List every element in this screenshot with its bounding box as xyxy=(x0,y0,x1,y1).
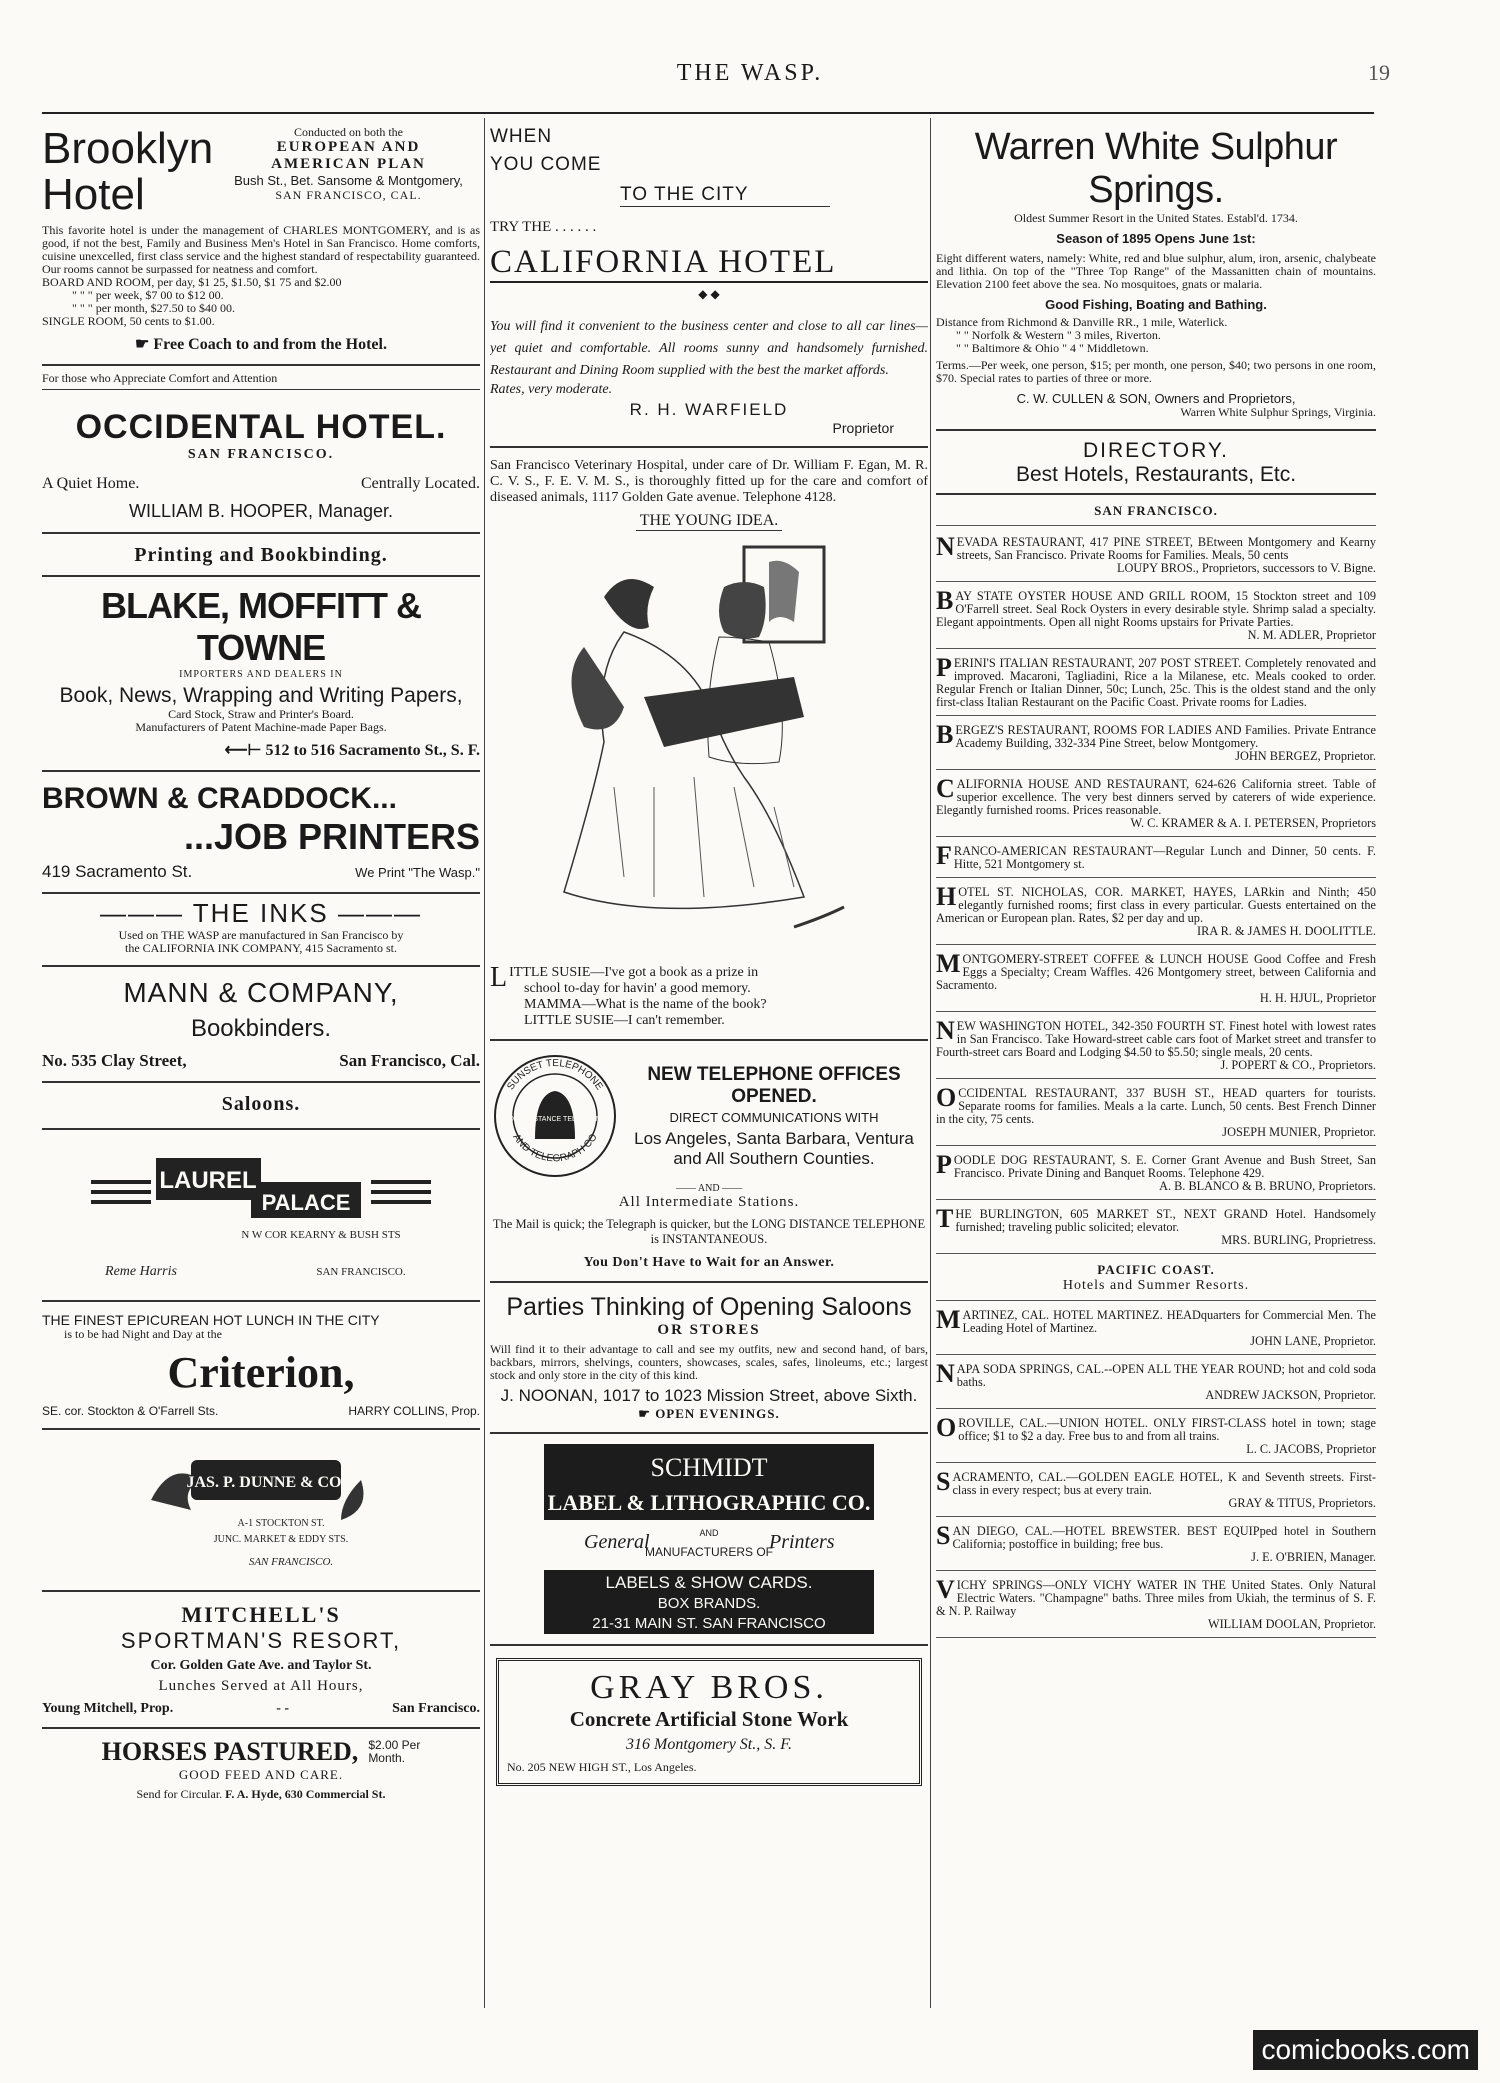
telephone-mail: The Mail is quick; the Telegraph is quicker, but the LONG DISTANCE TELEPHONE is INSTANTANEOUS. xyxy=(492,1217,926,1246)
directory-entry xyxy=(936,1301,1376,1355)
telephone-and: —— AND —— xyxy=(675,1183,743,1194)
inks-title-text: THE INKS xyxy=(192,898,329,928)
inks-ad xyxy=(42,894,480,967)
masthead-title: THE WASP. xyxy=(676,60,824,86)
telephone-and-text: AND xyxy=(697,1183,720,1194)
occidental-name: OCCIDENTAL HOTEL. xyxy=(75,408,447,446)
blake-sub: IMPORTERS AND DEALERS IN xyxy=(179,669,343,680)
mitchell-city: San Francisco. xyxy=(392,1701,480,1716)
dropcap: F xyxy=(936,841,952,870)
directory-subtitle: Best Hotels, Restaurants, Etc. xyxy=(936,463,1376,495)
calif-body: You will find it convenient to the business center and close to all car lines—yet quiet and comfortable. All rooms sunny and handsomely furnished. Restaurant and Dining Room supplied with the best the market affords. xyxy=(490,319,928,378)
entry-text: EVADA RESTAURANT, 417 PINE STREET, BEtween Montgomery and Kearny streets, San Francisco. Private Rooms for Families. Meals, 50 cents xyxy=(956,535,1376,562)
directory-section xyxy=(936,431,1376,1638)
telephone-ad xyxy=(490,1041,928,1283)
directory-san-francisco: SAN FRANCISCO. xyxy=(936,503,1376,526)
directory-pacific-list xyxy=(936,1301,1376,1638)
directory-entry xyxy=(936,1200,1376,1254)
dunne-ad xyxy=(42,1430,480,1592)
laurel-signature: Reme Harris xyxy=(105,1264,177,1279)
calif-when: WHEN xyxy=(490,126,553,147)
gray-sub: Concrete Artificial Stone Work xyxy=(569,1707,849,1731)
brooklyn-plan1: EUROPEAN AND xyxy=(276,139,421,155)
brooklyn-board-month: " " " per month, $27.50 to $40 00. xyxy=(72,301,236,315)
directory-entry xyxy=(936,1571,1376,1638)
sunset-telephone-seal xyxy=(490,1051,620,1181)
gray-name: GRAY BROS. xyxy=(590,1669,828,1706)
entry-text: HE BURLINGTON, 605 MARKET ST., NEXT GRAND Hotel. Handsomely furnished; traveling public solicited; elevator. xyxy=(955,1207,1376,1234)
telephone-direct: DIRECT COMMUNICATIONS WITH xyxy=(669,1109,879,1125)
mitchell-name: MITCHELL'S xyxy=(181,1602,341,1627)
blake-line1: Book, News, Wrapping and Writing Papers, xyxy=(59,684,463,707)
directory-entry xyxy=(936,837,1376,878)
telephone-cities1: Los Angeles, Santa Barbara, Ventura xyxy=(634,1128,914,1148)
dropcap: S xyxy=(936,1521,951,1550)
criterion-proprietor: HARRY COLLINS, Prop. xyxy=(348,1404,480,1418)
schmidt-company: LABEL & LITHOGRAPHIC CO. xyxy=(547,1490,871,1515)
blake-address xyxy=(42,740,480,760)
dropcap: M xyxy=(936,949,961,978)
entry-proprietor: W. C. KRAMER & A. I. PETERSEN, Proprietors xyxy=(1130,816,1376,830)
calif-city: TO THE CITY xyxy=(620,184,830,207)
warren-fishing: Good Fishing, Boating and Bathing. xyxy=(1045,297,1267,312)
brooklyn-body: This favorite hotel is under the management of CHARLES MONTGOMERY, and is as good, if not the best, Family and Business Men's Hotel in San Francisco. Home comforts, cuisine unexcelled, first class service and the highest standard of respectability guaranteed. Our rooms cannot be surpassed for neatness and comfort. xyxy=(42,223,480,276)
dropcap: B xyxy=(936,720,954,749)
dropcap-l: L xyxy=(490,962,508,993)
gray-la: No. 205 NEW HIGH ST., Los Angeles. xyxy=(507,1760,697,1774)
noonan-title: Parties Thinking of Opening Saloons xyxy=(506,1293,912,1321)
directory-entry xyxy=(936,878,1376,945)
brooklyn-plan2: AMERICAN PLAN xyxy=(271,156,426,172)
horses-feed: GOOD FEED AND CARE. xyxy=(178,1767,344,1782)
saloons-heading: Saloons. xyxy=(221,1093,301,1115)
dunne-logo xyxy=(131,1440,391,1580)
brooklyn-coach xyxy=(42,334,480,354)
occidental-left: A Quiet Home. xyxy=(42,475,140,492)
entry-text: ARTINEZ, CAL. HOTEL MARTINEZ. HEADquarters for Commercial Men. The Leading Hotel of Martinez. xyxy=(962,1308,1376,1335)
schmidt-address: 21-31 MAIN ST. SAN FRANCISCO xyxy=(592,1615,826,1632)
occidental-hotel-ad xyxy=(42,366,480,534)
young-line1: ITTLE SUSIE—I've got a book as a prize in xyxy=(509,965,759,980)
calif-try: TRY THE . . . . . . xyxy=(490,219,597,235)
warren-distance1: Distance from Richmond & Danville RR., 1 mile, Waterlick. xyxy=(936,315,1228,329)
directory-entry xyxy=(936,1355,1376,1409)
entry-proprietor: N. M. ADLER, Proprietor xyxy=(1247,628,1376,642)
mother-daughter-illustration xyxy=(544,537,874,957)
pointing-hand-icon: ☛ xyxy=(135,336,150,353)
warren-terms: Terms.—Per week, one person, $15; per month, one person, $40; two persons in one room, $70. Special rates to parties of three or more. xyxy=(936,358,1376,385)
entry-proprietor: WILLIAM DOOLAN, Proprietor. xyxy=(1207,1617,1376,1631)
mann-city: San Francisco, Cal. xyxy=(339,1051,480,1070)
dunne-city: SAN FRANCISCO. xyxy=(248,1556,334,1568)
schmidt-and: AND xyxy=(699,1528,719,1538)
warren-body: Eight different waters, namely: White, red and blue sulphur, alum, iron, arsenic, chalybeate and lithia. On top of the "Three Top Range" of the Massanitten chain of mountains. Elevation 2100 feet above the sea. No mosquitoes, gnats or malaria. xyxy=(936,251,1376,291)
entry-proprietor: LOUPY BROS., Proprietors, successors to V. Bigne. xyxy=(1116,561,1376,575)
blake-line3: Manufacturers of Patent Machine-made Paper Bags. xyxy=(135,720,387,734)
directory-title: DIRECTORY. xyxy=(1082,439,1230,462)
arrow-icon: ⟵⊢ xyxy=(224,742,262,759)
dropcap: T xyxy=(936,1204,954,1233)
horses-name: HORSES PASTURED, xyxy=(101,1737,359,1766)
saloons-section xyxy=(42,1083,480,1302)
entry-text: OODLE DOG RESTAURANT, S. E. Corner Grant Avenue and Bush Street, San Francisco. Private Dining and Banquet Rooms. Telephone 429. xyxy=(953,1153,1376,1180)
noonan-address: J. NOONAN, 1017 to 1023 Mission Street, above Sixth. xyxy=(500,1386,918,1405)
warren-springs-ad xyxy=(936,118,1376,431)
laurel-address: N W COR KEARNY & BUSH STS xyxy=(241,1229,401,1241)
laurel-word: LAUREL xyxy=(159,1167,257,1194)
gray-address: 316 Montgomery St., S. F. xyxy=(626,1736,792,1753)
young-idea-dialogue xyxy=(490,962,928,1029)
occidental-city: SAN FRANCISCO. xyxy=(187,447,335,462)
telephone-intermediate: All Intermediate Stations. xyxy=(618,1194,800,1210)
brown-note: We Print "The Wasp." xyxy=(355,865,480,880)
directory-pacific-subtitle: Hotels and Summer Resorts. xyxy=(936,1278,1376,1301)
schmidt-printers: Printers xyxy=(769,1531,835,1553)
palace-word: PALACE xyxy=(261,1190,351,1215)
brown-craddock-ad xyxy=(42,772,480,894)
occidental-right: Centrally Located. xyxy=(360,475,480,492)
dunne-address2: JUNC. MARKET & EDDY STS. xyxy=(213,1534,349,1545)
brooklyn-hotel-ad xyxy=(42,118,480,366)
entry-text: ERGEZ'S RESTAURANT, ROOMS FOR LADIES AND Families. Private Entrance Academy Building, 332-334 Pine Street, below Montgomery. xyxy=(955,723,1376,750)
warren-name: Warren White Sulphur Springs. xyxy=(974,126,1338,211)
noonan-or: OR STORES xyxy=(657,1322,761,1338)
vet-text: San Francisco Veterinary Hospital, under care of Dr. William F. Egan, M. R. C. V. S., F. E. V. M. S., is thoroughly fitted up for the care and comfort of diseased animals, 1117 Golden Gate avenue. Telephone 4128. xyxy=(490,458,928,505)
entry-proprietor: A. B. BLANCO & B. BRUNO, Proprietors. xyxy=(1159,1179,1376,1193)
directory-entry xyxy=(936,1012,1376,1079)
brooklyn-name: Brooklyn xyxy=(42,124,214,173)
criterion-ad xyxy=(42,1302,480,1430)
occidental-features xyxy=(42,475,480,493)
dunne-address1: A-1 STOCKTON ST. xyxy=(237,1518,325,1529)
brown-job: ...JOB PRINTERS xyxy=(183,816,480,857)
brooklyn-address: Bush St., Bet. Sansome & Montgomery, xyxy=(234,173,463,188)
dropcap: V xyxy=(936,1575,955,1604)
column-divider xyxy=(484,118,485,2008)
dropcap: N xyxy=(936,532,955,561)
inks-line2: the CALIFORNIA INK COMPANY, 415 Sacramento st. xyxy=(124,941,397,955)
gray-bros-ad xyxy=(496,1658,922,1786)
mann-address: No. 535 Clay Street, xyxy=(42,1051,187,1070)
mitchell-ad xyxy=(42,1592,480,1729)
dropcap: O xyxy=(936,1083,957,1112)
noonan-saloon-ad xyxy=(490,1283,928,1434)
warren-distance3: " " Baltimore & Ohio " 4 " Middletown. xyxy=(956,341,1149,355)
calif-owner-title: Proprietor xyxy=(832,420,894,436)
entry-text: OTEL ST. NICHOLAS, COR. MARKET, HAYES, LARkin and Ninth; 450 elegantly furnished rooms; first class in every particular. Guests entertained on the American or European plan. Rates, $2 per day and up. xyxy=(936,885,1376,925)
entry-proprietor: H. H. HJUL, Proprietor xyxy=(1259,991,1376,1005)
entry-text: ALIFORNIA HOUSE AND RESTAURANT, 624-626 California street. Table of superior excellence. The very best dinners served by caterers of wide experience. Elegantly furnished rooms. Prices reasonable. xyxy=(936,777,1376,817)
noonan-open-text: OPEN EVENINGS. xyxy=(655,1406,780,1421)
header-rule xyxy=(42,112,1374,114)
entry-text: RANCO-AMERICAN RESTAURANT—Regular Lunch and Dinner, 50 cents. F. Hitte, 521 Montgomery st. xyxy=(953,844,1376,871)
dropcap: H xyxy=(936,882,957,911)
occidental-manager: WILLIAM B. HOOPER, Manager. xyxy=(128,501,394,521)
brooklyn-city: SAN FRANCISCO, CAL. xyxy=(275,188,422,202)
watermark: comicbooks.com xyxy=(1253,2030,1478,2070)
horses-price-unit: Month. xyxy=(368,1751,405,1765)
dropcap: M xyxy=(936,1305,961,1334)
blake-moffitt-ad xyxy=(42,534,480,772)
entry-text: ERINI'S ITALIAN RESTAURANT, 207 POST STREET. Completely renovated and improved. Macaroni, Tagliadini, Rice a la Milanese, etc. Meals cooked to order. Regular French or Italian Dinner, 50c; Lunch, 25c. This is the oldest stand and the only first-class Italian Restaurant on the Pacific Coast. Private rooms for Ladies. xyxy=(936,656,1376,709)
schmidt-boxes: BOX BRANDS. xyxy=(657,1595,761,1612)
california-hotel-ad xyxy=(490,118,928,448)
directory-entry xyxy=(936,649,1376,716)
directory-pacific-coast: PACIFIC COAST. xyxy=(1097,1262,1215,1277)
noonan-open xyxy=(490,1406,928,1422)
entry-proprietor: MRS. BURLING, Proprietress. xyxy=(1221,1233,1376,1247)
directory-entry xyxy=(936,945,1376,1012)
directory-entry xyxy=(936,770,1376,837)
directory-entry xyxy=(936,1079,1376,1146)
mitchell-proprietor: Young Mitchell, Prop. xyxy=(42,1701,174,1716)
dropcap: B xyxy=(936,586,954,615)
horses-price: $2.00 Per xyxy=(368,1738,421,1752)
horses-hyde: F. A. Hyde, 630 Commercial St. xyxy=(225,1787,386,1801)
entry-proprietor: JOHN LANE, Proprietor. xyxy=(1250,1334,1376,1348)
calif-name: CALIFORNIA HOTEL xyxy=(490,244,928,283)
young-idea-cartoon xyxy=(490,506,928,1041)
criterion-intro2: is to be had Night and Day at the xyxy=(64,1327,222,1341)
seal-top-text: SUNSET TELEPHONE xyxy=(505,1057,605,1093)
directory-sf-list xyxy=(936,528,1376,1254)
mitchell-lunch: Lunches Served at All Hours, xyxy=(158,1678,364,1694)
criterion-intro1: THE FINEST EPICUREAN HOT LUNCH IN THE CITY xyxy=(42,1312,380,1328)
directory-entry xyxy=(936,1409,1376,1463)
entry-proprietor: J. POPERT & CO., Proprietors. xyxy=(1220,1058,1376,1072)
mitchell-address: Cor. Golden Gate Ave. and Taylor St. xyxy=(150,1658,372,1673)
telephone-cities2: and All Southern Counties. xyxy=(673,1148,875,1168)
brooklyn-board-week: " " " per week, $7 00 to $12 00. xyxy=(72,288,224,302)
blake-line2: Card Stock, Straw and Printer's Board. xyxy=(168,707,354,721)
diamond-ornament-icon: ◆ ◆ xyxy=(698,287,720,301)
entry-proprietor: IRA R. & JAMES H. DOOLITTLE. xyxy=(1197,924,1376,938)
brooklyn-board-day: BOARD AND ROOM, per day, $1 25, $1.50, $1 75 and $2.00 xyxy=(42,275,342,289)
horses-pastured-ad xyxy=(42,1729,480,1810)
column-right xyxy=(936,118,1376,2083)
young-line4: LITTLE SUSIE—I can't remember. xyxy=(524,1013,725,1028)
warren-address: Warren White Sulphur Springs, Virginia. xyxy=(1180,405,1376,419)
calif-rates: Rates, very moderate. xyxy=(490,382,613,397)
inks-title: ——— THE INKS ——— xyxy=(100,898,422,928)
entry-text: APA SODA SPRINGS, CAL.--OPEN ALL THE YEAR ROUND; hot and cold soda baths. xyxy=(956,1362,1376,1389)
veterinary-notice xyxy=(490,448,928,506)
svg-text:SUNSET TELEPHONE xyxy=(505,1058,605,1093)
horses-send-text: Send for Circular. xyxy=(136,1787,223,1801)
horses-send xyxy=(42,1787,480,1802)
entry-text: EW WASHINGTON HOTEL, 342-350 FOURTH ST. Finest hotel with lowest rates in San Francisco. Take Howard-street cable cars foot of Market street and transfer to Fourth-street cars Board and Lodging $4.50 to $5.50; single meals, 20 cents. xyxy=(936,1019,1376,1059)
brooklyn-conducted: Conducted on both the xyxy=(294,125,403,139)
seal-bottom-text: AND TELEGRAPH CO xyxy=(510,1132,600,1165)
schmidt-word: SCHMIDT xyxy=(650,1453,768,1482)
young-idea-title: THE YOUNG IDEA. xyxy=(636,512,783,531)
entry-text: CCIDENTAL RESTAURANT, 337 BUSH ST., HEAD quarters for tourists. Separate rooms for families. Meals a la carte. Lunch, 50 cents. Best French Dinner in the city, 75 cents. xyxy=(936,1086,1376,1126)
entry-proprietor: ANDREW JACKSON, Proprietor. xyxy=(1205,1388,1376,1402)
inks-line1: Used on THE WASP are manufactured in San Francisco by xyxy=(118,928,404,942)
dropcap: N xyxy=(936,1016,955,1045)
entry-proprietor: JOHN BERGEZ, Proprietor. xyxy=(1235,749,1376,763)
dunne-logo-name: JAS. P. DUNNE & CO. xyxy=(186,1474,346,1491)
schmidt-general: General xyxy=(584,1531,650,1553)
pointing-hand-icon: ☛ xyxy=(638,1406,651,1421)
entry-text: AN DIEGO, CAL.—HOTEL BREWSTER. BEST EQUIPped hotel in Southern California; postoffice in building; free bus. xyxy=(952,1524,1376,1551)
criterion-name: Criterion, xyxy=(167,1348,355,1397)
calif-owner: R. H. WARFIELD xyxy=(629,400,789,419)
entry-text: ICHY SPRINGS—ONLY VICHY WATER IN THE United States. Only Natural Electric Waters. "Champagne" baths. Three miles from Ukiah, the terminus of S. F. & N. P. Railway xyxy=(936,1578,1376,1618)
directory-entry xyxy=(936,582,1376,649)
blake-address-text: 512 to 516 Sacramento St., S. F. xyxy=(265,742,480,759)
brooklyn-single-room: SINGLE ROOM, 50 cents to $1.00. xyxy=(42,314,215,328)
entry-text: ACRAMENTO, CAL.—GOLDEN EAGLE HOTEL, K and Seventh streets. First-class in every respect; bus at every train. xyxy=(952,1470,1376,1497)
laurel-city: SAN FRANCISCO. xyxy=(316,1266,406,1278)
bell-icon xyxy=(535,1091,575,1139)
noonan-body: Will find it to their advantage to call and see my outfits, new and second hand, of bars, backbars, mirrors, shelvings, counters, showcases, scales, safes, linoleums, etc.; largest stock and only store in the city of this kind. xyxy=(490,1342,928,1382)
directory-entry xyxy=(936,528,1376,582)
criterion-address: SE. cor. Stockton & O'Farrell Sts. xyxy=(42,1404,219,1418)
dropcap: P xyxy=(936,1150,952,1179)
blake-name: BLAKE, MOFFITT & TOWNE xyxy=(101,585,421,668)
warren-distance2: " " Norfolk & Western " 3 miles, Riverton. xyxy=(956,328,1161,342)
warren-oldest: Oldest Summer Resort in the United States. Establ'd. 1734. xyxy=(1014,211,1298,225)
directory-entry xyxy=(936,1517,1376,1571)
schmidt-label-logo xyxy=(544,1444,874,1634)
warren-season: Season of 1895 Opens June 1st: xyxy=(1056,231,1256,246)
mann-company-ad xyxy=(42,967,480,1083)
entry-proprietor: J. E. O'BRIEN, Manager. xyxy=(1251,1550,1376,1564)
calif-come: YOU COME xyxy=(490,154,602,175)
page-number: 19 xyxy=(1368,60,1390,85)
laurel-palace-logo xyxy=(81,1140,441,1290)
entry-text: ONTGOMERY-STREET COFFEE & LUNCH HOUSE Good Coffee and Fresh Eggs a Specialty; Cream Waffles. 426 Montgomery street, between California and Sacramento. xyxy=(936,952,1376,992)
brooklyn-coach-text: Free Coach to and from the Hotel. xyxy=(153,336,387,353)
schmidt-mfg: MANUFACTURERS OF xyxy=(644,1545,774,1559)
entry-text: AY STATE OYSTER HOUSE AND GRILL ROOM, 15 Stockton street and 109 O'Farrell street. Seal Rock Oysters in every desirable style. Shrimp salad a specialty. Elegant appointments. Open all night Rooms upstairs for Private Parties. xyxy=(936,589,1376,629)
printing-heading: Printing and Bookbinding. xyxy=(134,544,388,566)
entry-text: ROVILLE, CAL.—UNION HOTEL. ONLY FIRST-CLASS hotel in town; stage office; $1 to $2 a day. Free bus to and from all trains. xyxy=(958,1416,1376,1443)
dropcap: S xyxy=(936,1467,951,1496)
directory-entry xyxy=(936,1463,1376,1517)
directory-entry xyxy=(936,1146,1376,1200)
column-divider xyxy=(930,118,931,2008)
telephone-title: NEW TELEPHONE OFFICES OPENED. xyxy=(647,1063,901,1107)
young-line3: MAMMA—What is the name of the book? xyxy=(524,997,767,1012)
young-line2: school to-day for havin' a good memory. xyxy=(524,981,751,996)
mitchell-dash: - - xyxy=(276,1701,290,1716)
schmidt-labels: LABELS & SHOW CARDS. xyxy=(605,1573,813,1592)
schmidt-litho-ad xyxy=(490,1434,928,1646)
page-header xyxy=(0,0,1500,110)
occidental-tagline: For those who Appreciate Comfort and Attention xyxy=(42,372,480,390)
dropcap: N xyxy=(936,1359,955,1388)
column-middle xyxy=(490,118,928,2083)
directory-entry xyxy=(936,716,1376,770)
column-left xyxy=(42,118,480,2083)
dropcap: C xyxy=(936,774,955,803)
brooklyn-hotel: Hotel xyxy=(42,170,145,219)
entry-proprietor: JOSEPH MUNIER, Proprietor. xyxy=(1222,1125,1376,1139)
dropcap: P xyxy=(936,653,952,682)
mitchell-resort: SPORTMAN'S RESORT, xyxy=(120,1628,402,1653)
warren-owner: C. W. CULLEN & SON, Owners and Proprietors, xyxy=(1016,391,1296,406)
dropcap: O xyxy=(936,1413,957,1442)
entry-proprietor: GRAY & TITUS, Proprietors. xyxy=(1228,1496,1376,1510)
telephone-wait: You Don't Have to Wait for an Answer. xyxy=(583,1255,835,1270)
mann-sub: Bookbinders. xyxy=(190,1015,332,1042)
mann-name: MANN & COMPANY, xyxy=(123,977,399,1008)
bell-label: LONG DISTANCE TELEPHONE xyxy=(504,1116,606,1123)
brown-address: 419 Sacramento St. xyxy=(42,862,193,881)
entry-proprietor: L. C. JACOBS, Proprietor xyxy=(1246,1442,1376,1456)
brown-name: BROWN & CRADDOCK... xyxy=(42,782,397,815)
